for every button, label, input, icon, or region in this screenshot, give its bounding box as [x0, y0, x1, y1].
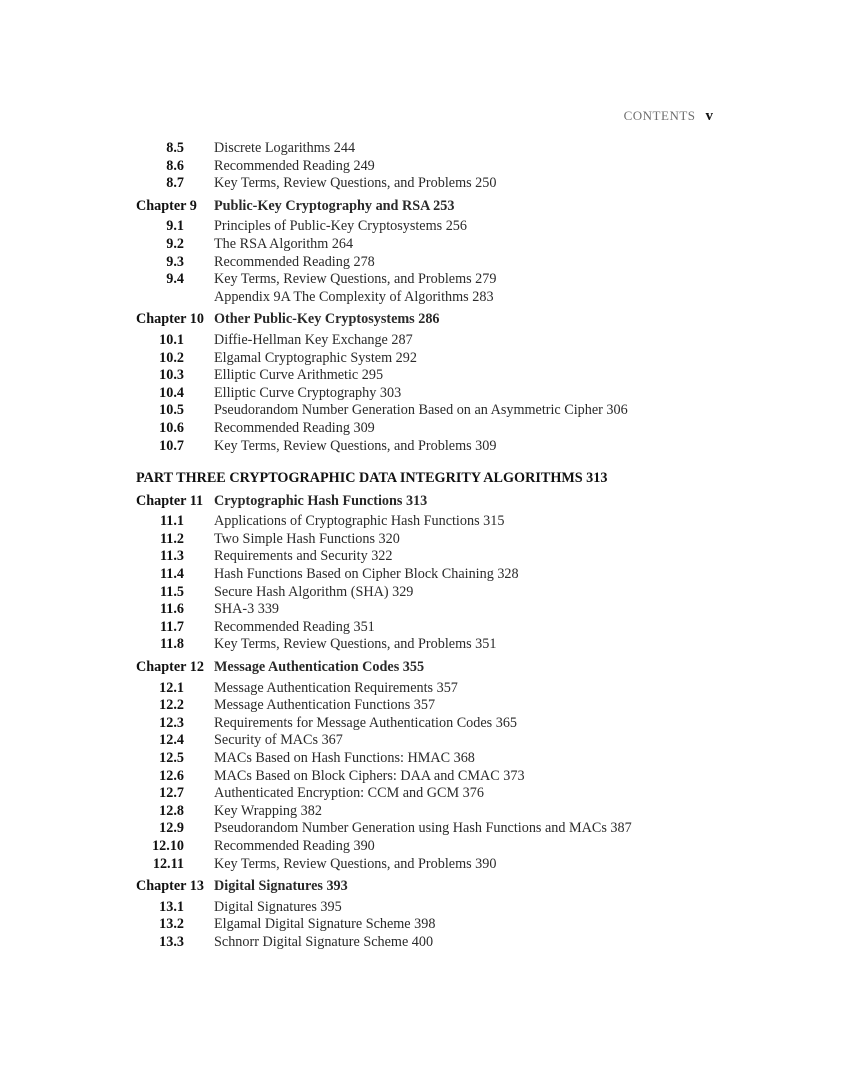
section-number: 12.7 [159, 785, 184, 802]
toc-section-10-2[interactable] [136, 350, 756, 368]
toc-chapter-13[interactable] [136, 878, 756, 896]
section-title: Key Wrapping 382 [214, 802, 322, 819]
toc-section-11-6[interactable] [136, 601, 756, 619]
section-title: Recommended Reading 351 [214, 618, 375, 635]
section-number: 12.5 [159, 750, 184, 766]
chapter-title: Message Authentication Codes 355 [214, 659, 425, 676]
chapter-title: Other Public-Key Cryptosystems 286 [214, 311, 440, 328]
toc-section-12-6[interactable] [136, 768, 756, 786]
section-number: 10.2 [159, 349, 184, 366]
section-title: Key Terms, Review Questions, and Problems 351 [214, 636, 497, 653]
toc-section-9-3[interactable] [136, 254, 756, 272]
section-number: 10.6 [159, 419, 184, 436]
section-title: Security of MACs 367 [214, 732, 343, 749]
toc-section-11-8[interactable] [136, 636, 756, 654]
toc-section-8-6[interactable] [136, 158, 756, 176]
section-title: Key Terms, Review Questions, and Problems 309 [214, 437, 497, 454]
section-number: 12.6 [159, 767, 184, 784]
section-title: MACs Based on Block Ciphers: DAA and CMAC 373 [214, 767, 525, 784]
section-number: 12.3 [159, 714, 184, 731]
section-number: 11.4 [159, 566, 184, 583]
toc-section-12-1[interactable] [136, 680, 756, 698]
section-number: 10.4 [159, 384, 184, 401]
section-number: 10.1 [159, 331, 184, 348]
toc-section-13-2[interactable] [136, 916, 756, 934]
section-number: 10.3 [159, 367, 184, 384]
section-title: Principles of Public-Key Cryptosystems 256 [214, 218, 467, 235]
toc-chapter-12[interactable] [136, 659, 756, 677]
section-number: 11.8 [159, 636, 184, 653]
section-title: Elliptic Curve Cryptography 303 [214, 384, 402, 401]
section-title: Pseudorandom Number Generation Based on an Asymmetric Cipher 306 [214, 402, 628, 419]
toc-appendix-9a[interactable] [136, 289, 756, 307]
toc-section-9-4[interactable] [136, 271, 756, 289]
toc-section-11-7[interactable] [136, 619, 756, 637]
running-head [624, 108, 713, 125]
toc-section-12-3[interactable] [136, 715, 756, 733]
section-title: Hash Functions Based on Cipher Block Chaining 328 [214, 566, 519, 583]
section-title: Appendix 9A The Complexity of Algorithms 283 [214, 288, 494, 305]
chapter-label: Chapter 10 [136, 311, 204, 328]
toc-section-10-6[interactable] [136, 420, 756, 438]
chapter-title: Cryptographic Hash Functions 313 [214, 492, 428, 509]
section-number: 11.6 [159, 601, 184, 618]
toc-section-10-3[interactable] [136, 367, 756, 385]
section-number: 9.4 [166, 271, 184, 288]
section-number: 12.10 [152, 837, 184, 854]
section-title: Digital Signatures 395 [214, 898, 342, 915]
toc-section-11-1[interactable] [136, 513, 756, 531]
section-number: 10.5 [159, 402, 184, 419]
toc-section-12-2[interactable] [136, 697, 756, 715]
section-title: Elgamal Digital Signature Scheme 398 [214, 916, 436, 933]
section-title: Pseudorandom Number Generation using Hash Functions and MACs 387 [214, 820, 632, 837]
section-number: 11.5 [159, 583, 184, 600]
toc-section-8-7[interactable] [136, 175, 756, 193]
toc-section-11-4[interactable] [136, 566, 756, 584]
section-title: MACs Based on Hash Functions: HMAC 368 [214, 750, 475, 766]
toc-section-12-7[interactable] [136, 785, 756, 803]
section-number: 11.1 [159, 513, 184, 530]
toc-section-13-3[interactable] [136, 934, 756, 952]
section-title: Recommended Reading 249 [214, 157, 375, 174]
section-title: Discrete Logarithms 244 [214, 140, 356, 156]
chapter-title: Digital Signatures 393 [214, 878, 348, 895]
section-title: Two Simple Hash Functions 320 [214, 530, 400, 547]
toc-section-9-1[interactable] [136, 218, 756, 236]
section-number: 13.2 [159, 916, 184, 933]
section-number: 11.7 [159, 618, 184, 635]
section-number: 12.8 [159, 802, 184, 819]
section-title: Key Terms, Review Questions, and Problems 250 [214, 175, 497, 192]
toc-section-12-4[interactable] [136, 732, 756, 750]
toc-section-11-5[interactable] [136, 584, 756, 602]
section-title: Recommended Reading 278 [214, 253, 375, 270]
toc-section-10-7[interactable] [136, 438, 756, 456]
section-number: 13.3 [159, 933, 184, 950]
section-number: 12.9 [159, 820, 184, 837]
toc-section-12-8[interactable] [136, 803, 756, 821]
chapter-label: Chapter 13 [136, 878, 204, 895]
section-title: Message Authentication Functions 357 [214, 697, 436, 714]
toc-section-11-3[interactable] [136, 548, 756, 566]
section-title: Key Terms, Review Questions, and Problems 390 [214, 855, 497, 872]
toc-chapter-11[interactable] [136, 493, 756, 511]
chapter-label: Chapter 12 [136, 659, 204, 676]
toc-section-12-11[interactable] [136, 856, 756, 874]
running-head-title: CONTENTS [623, 108, 696, 123]
section-title: Requirements for Message Authentication Codes 365 [214, 714, 518, 731]
toc-section-9-2[interactable] [136, 236, 756, 254]
section-title: Recommended Reading 390 [214, 837, 375, 854]
toc-chapter-10[interactable] [136, 311, 756, 329]
section-number: 11.2 [159, 530, 184, 547]
toc-section-12-10[interactable] [136, 838, 756, 856]
section-title: The RSA Algorithm 264 [214, 235, 354, 252]
section-title: Recommended Reading 309 [214, 419, 375, 436]
page-number: v [705, 108, 713, 124]
section-number: 8.6 [166, 157, 184, 174]
section-title: Diffie-Hellman Key Exchange 287 [214, 331, 413, 348]
toc-section-10-4[interactable] [136, 385, 756, 403]
table-of-contents [136, 140, 756, 952]
toc-section-10-5[interactable] [136, 402, 756, 420]
section-title: Applications of Cryptographic Hash Functions 315 [214, 513, 505, 530]
section-title: Elliptic Curve Arithmetic 295 [214, 367, 384, 384]
section-title: Key Terms, Review Questions, and Problems 279 [214, 271, 497, 288]
toc-section-8-5[interactable] [136, 140, 756, 158]
section-number: 8.7 [166, 175, 184, 192]
section-number: 9.1 [166, 218, 184, 235]
section-number: 13.1 [159, 898, 184, 915]
section-number: 11.3 [159, 548, 184, 565]
section-number: 12.1 [159, 679, 184, 696]
section-number: 9.3 [166, 253, 184, 270]
toc-section-12-9[interactable] [136, 820, 756, 838]
toc-chapter-9[interactable] [136, 198, 756, 216]
chapter-label: Chapter 9 [136, 197, 197, 214]
chapter-title: Public-Key Cryptography and RSA 253 [214, 197, 455, 214]
section-title: Elgamal Cryptographic System 292 [214, 349, 417, 366]
section-title: SHA-3 339 [214, 601, 280, 618]
section-number: 12.11 [152, 855, 184, 872]
toc-section-10-1[interactable] [136, 332, 756, 350]
toc-section-12-5[interactable] [136, 750, 756, 768]
toc-section-11-2[interactable] [136, 531, 756, 549]
section-title: Requirements and Security 322 [214, 548, 393, 565]
toc-part-three[interactable]: PART THREE CRYPTOGRAPHIC DATA INTEGRITY ALGORITHMS 313 [136, 470, 608, 487]
section-number: 10.7 [159, 437, 184, 454]
section-number: 9.2 [166, 235, 184, 252]
section-title: Schnorr Digital Signature Scheme 400 [214, 933, 434, 950]
section-title: Message Authentication Requirements 357 [214, 679, 458, 696]
section-number: 8.5 [166, 140, 184, 156]
section-number: 12.4 [159, 732, 184, 749]
toc-section-13-1[interactable] [136, 899, 756, 917]
chapter-label: Chapter 11 [136, 492, 204, 509]
section-title: Secure Hash Algorithm (SHA) 329 [214, 583, 414, 600]
section-title: Authenticated Encryption: CCM and GCM 376 [214, 785, 484, 802]
section-number: 12.2 [159, 697, 184, 714]
